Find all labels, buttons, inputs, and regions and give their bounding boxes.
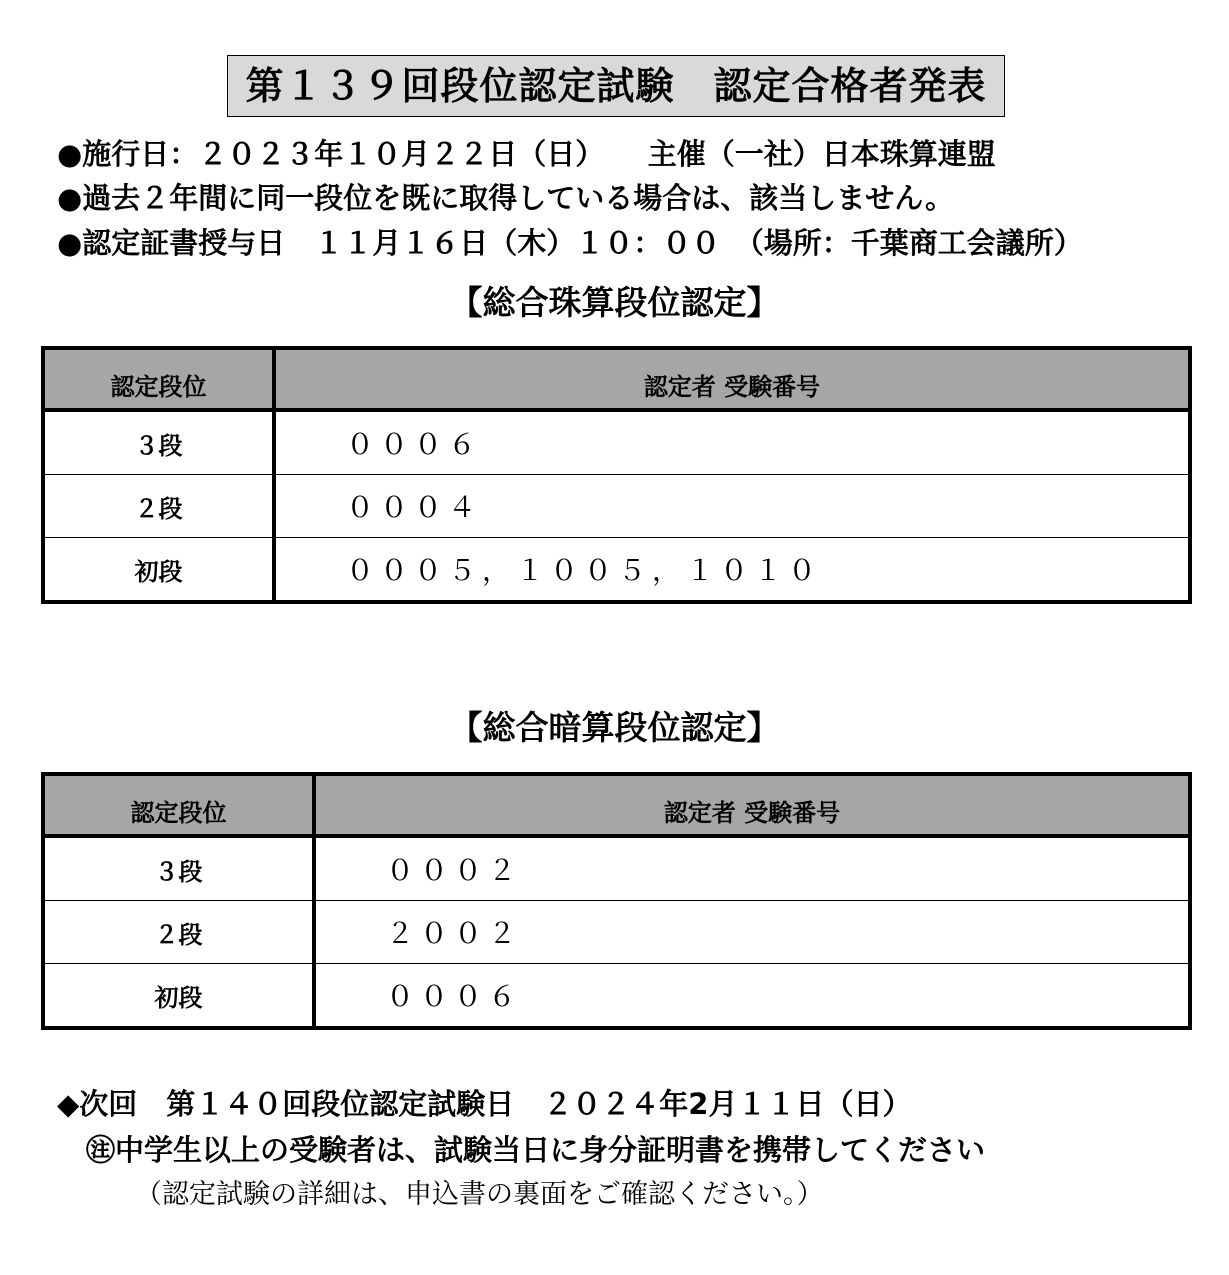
rank-cell: 初段	[43, 538, 274, 603]
rank-cell: ２段	[43, 901, 314, 964]
rank-cell: ３段	[43, 410, 274, 475]
detail-note: （認定試験の詳細は、申込書の裏面をご確認ください。）	[135, 1179, 824, 1210]
table-row	[43, 836, 1190, 901]
numbers-cell: ０００４	[274, 475, 1190, 538]
soroban-results-table	[41, 346, 1192, 604]
rank-cell: ３段	[43, 836, 314, 901]
anzan-results-table	[41, 772, 1192, 1030]
exam-date-line: ●施行日：２０２３年１０月２２日（日） 主催（一社）日本珠算連盟	[57, 137, 996, 171]
column-header-numbers: 認定者 受験番号	[274, 348, 1190, 410]
table-row	[43, 538, 1190, 603]
anzan-section-heading: 【総合暗算段位認定】	[449, 708, 780, 747]
eligibility-notice-line: ●過去２年間に同一段位を既に取得している場合は、該当しません。	[57, 181, 955, 215]
table-row	[43, 901, 1190, 964]
id-requirement-note: ㊟中学生以上の受験者は、試験当日に身分証明書を携帯してください	[86, 1133, 986, 1167]
table-row	[43, 410, 1190, 475]
numbers-cell: ０００６	[274, 410, 1190, 475]
table-header-row	[43, 348, 1190, 410]
page-title: 第１３９回段位認定試験 認定合格者発表	[227, 55, 1005, 117]
numbers-cell: ０００６	[314, 964, 1190, 1029]
table-row	[43, 964, 1190, 1029]
rank-cell: 初段	[43, 964, 314, 1029]
column-header-rank: 認定段位	[43, 774, 314, 836]
table-row	[43, 475, 1190, 538]
next-exam-line: ◆次回 第１４０回段位認定試験日 ２０２４年2月１１日（日）	[57, 1087, 912, 1121]
rank-cell: ２段	[43, 475, 274, 538]
table-header-row	[43, 774, 1190, 836]
numbers-cell: ２００２	[314, 901, 1190, 964]
soroban-section-heading: 【総合珠算段位認定】	[449, 283, 780, 322]
column-header-rank: 認定段位	[43, 348, 274, 410]
ceremony-line: ●認定証書授与日 １１月１６日（木）１０：００ （場所：千葉商工会議所）	[57, 226, 1083, 260]
numbers-cell: ０００５，１００５，１０１０	[274, 538, 1190, 603]
column-header-numbers: 認定者 受験番号	[314, 774, 1190, 836]
numbers-cell: ０００２	[314, 836, 1190, 901]
